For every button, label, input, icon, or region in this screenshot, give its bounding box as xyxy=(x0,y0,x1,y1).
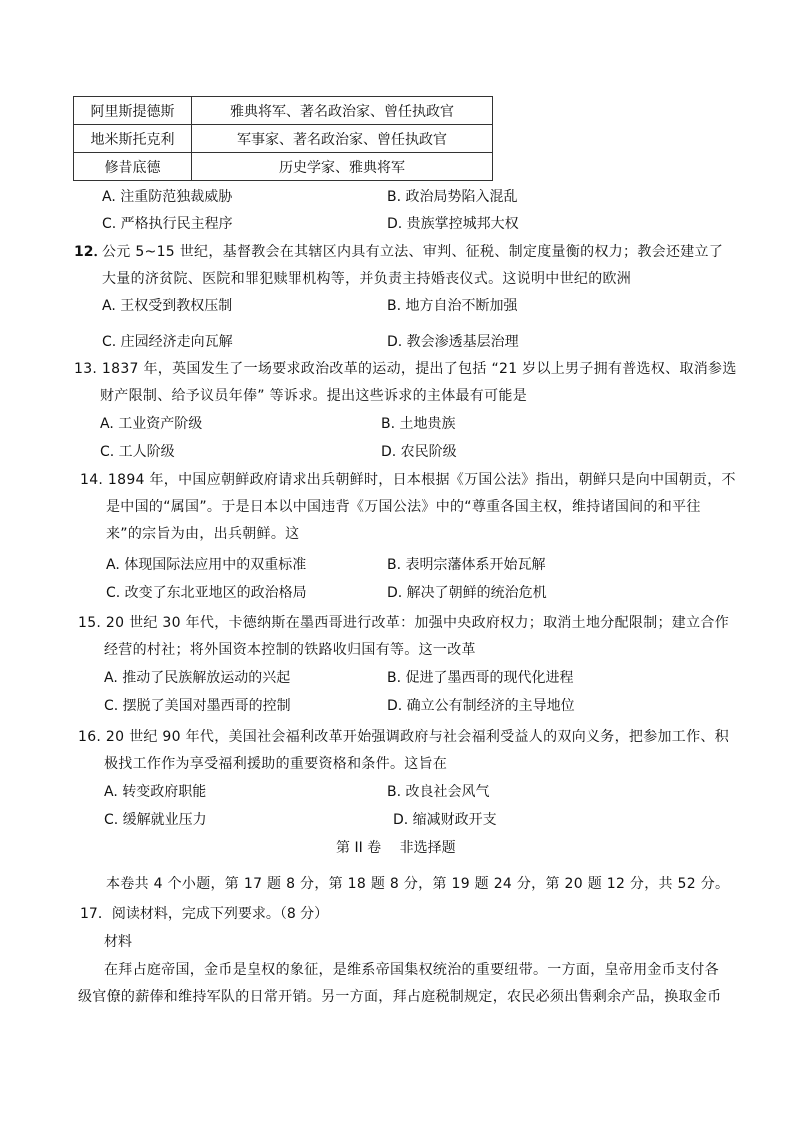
q16-stem-line1: 16. 20 世纪 90 年代，美国社会福利改革开始强调政府与社会福利受益人的双向义务，把参加工作、积 xyxy=(78,729,729,745)
q14-option-a: A. 体现国际法应用中的双重标准 xyxy=(106,557,307,573)
table-cell: 历史学家、雅典将军 xyxy=(192,153,493,181)
material-label: 材料 xyxy=(104,934,132,950)
table-cell: 雅典将军、著名政治家、曾任执政官 xyxy=(192,97,493,125)
q15-stem-line1: 15. 20 世纪 30 年代，卡德纳斯在墨西哥进行改革：加强中央政府权力；取消土地分配限制；建立合作 xyxy=(78,615,729,631)
q15-option-b: B. 促进了墨西哥的现代化进程 xyxy=(387,670,574,686)
q14-stem-line3: 来”的宗旨为由，出兵朝鲜。这 xyxy=(106,526,300,542)
q14-stem-line1: 14. 1894 年，中国应朝鲜政府请求出兵朝鲜时，日本根据《万国公法》指出，朝鲜只是向中国朝贡，不 xyxy=(80,472,736,488)
q13-option-d: D. 农民阶级 xyxy=(381,444,457,460)
q16-option-c: C. 缓解就业压力 xyxy=(104,812,207,828)
material-line2: 级官僚的薪俸和维持军队的日常开销。另一方面，拜占庭税制规定，农民必须出售剩余产品，换取金币 xyxy=(78,989,722,1005)
q14-option-b: B. 表明宗藩体系开始瓦解 xyxy=(387,557,546,573)
q12-option-b: B. 地方自治不断加强 xyxy=(387,298,518,314)
table-row xyxy=(74,97,493,125)
q13-stem-line1: 13. 1837 年，英国发生了一场要求政治改革的运动，提出了包括 “21 岁以上男子拥有普选权、取消参选 xyxy=(74,361,737,377)
q13-option-c: C. 工人阶级 xyxy=(100,444,175,460)
q15-option-d: D. 确立公有制经济的主导地位 xyxy=(387,698,575,714)
q13-option-b: B. 土地贵族 xyxy=(381,416,456,432)
q13-stem-line2: 财产限制、给予议员年俸” 等诉求。提出这些诉求的主体最有可能是 xyxy=(100,388,528,404)
q17-prompt: 17．阅读材料，完成下列要求。（8 分） xyxy=(80,906,329,922)
figures-table xyxy=(73,96,493,181)
q15-option-c: C. 摆脱了美国对墨西哥的控制 xyxy=(104,698,291,714)
q12-option-a: A. 王权受到教权压制 xyxy=(102,298,233,314)
table-cell: 军事家、著名政治家、曾任执政官 xyxy=(192,125,493,153)
q15-option-a: A. 推动了民族解放运动的兴起 xyxy=(104,670,291,686)
q16-stem-line2: 极找工作作为享受福利援助的重要资格和条件。这旨在 xyxy=(104,756,448,772)
table-row xyxy=(74,153,493,181)
table-cell: 修昔底德 xyxy=(74,153,192,181)
q14-option-c: C. 改变了东北亚地区的政治格局 xyxy=(106,585,307,601)
q13-option-a: A. 工业资产阶级 xyxy=(100,416,203,432)
material-line1: 在拜占庭帝国，金币是皇权的象征，是维系帝国集权统治的重要纽带。一方面，皇帝用金币支付各 xyxy=(104,962,719,978)
table-cell: 阿里斯提德斯 xyxy=(74,97,192,125)
q11-option-d: D. 贵族掌控城邦大权 xyxy=(387,216,519,232)
q12-option-d: D. 教会渗透基层治理 xyxy=(387,334,519,350)
q12-option-c: C. 庄园经济走向瓦解 xyxy=(102,334,233,350)
q11-option-a: A. 注重防范独裁威胁 xyxy=(102,189,233,205)
table-cell: 地米斯托克利 xyxy=(74,125,192,153)
q14-stem-line2: 是中国的“属国”。于是日本以中国违背《万国公法》中的“尊重各国主权，维持诸国间的和平往 xyxy=(106,499,701,515)
q14-option-d: D. 解决了朝鲜的统治危机 xyxy=(387,585,547,601)
q16-option-a: A. 转变政府职能 xyxy=(104,784,207,800)
q12-stem-line1: 公元 5~15 世纪，基督教会在其辖区内具有立法、审判、征税、制定度量衡的权力；教会还建立了 xyxy=(102,244,724,260)
table-row xyxy=(74,125,493,153)
q15-stem-line2: 经营的村社；将外国资本控制的铁路收归国有等。这一改革 xyxy=(104,642,476,658)
q16-option-b: B. 改良社会风气 xyxy=(387,784,490,800)
q16-option-d: D. 缩减财政开支 xyxy=(393,812,497,828)
q11-option-c: C. 严格执行民主程序 xyxy=(102,216,233,232)
section-intro: 本卷共 4 个小题，第 17 题 8 分，第 18 题 8 分，第 19 题 24 分，第 20 题 12 分，共 52 分。 xyxy=(106,876,730,892)
q12-number: 12． xyxy=(74,244,108,260)
q12-stem-line2: 大量的济贫院、医院和罪犯赎罪机构等，并负责主持婚丧仪式。这说明中世纪的欧洲 xyxy=(102,271,632,287)
q11-option-b: B. 政治局势陷入混乱 xyxy=(387,189,518,205)
section-title: 第 II 卷 非选择题 xyxy=(336,840,456,856)
